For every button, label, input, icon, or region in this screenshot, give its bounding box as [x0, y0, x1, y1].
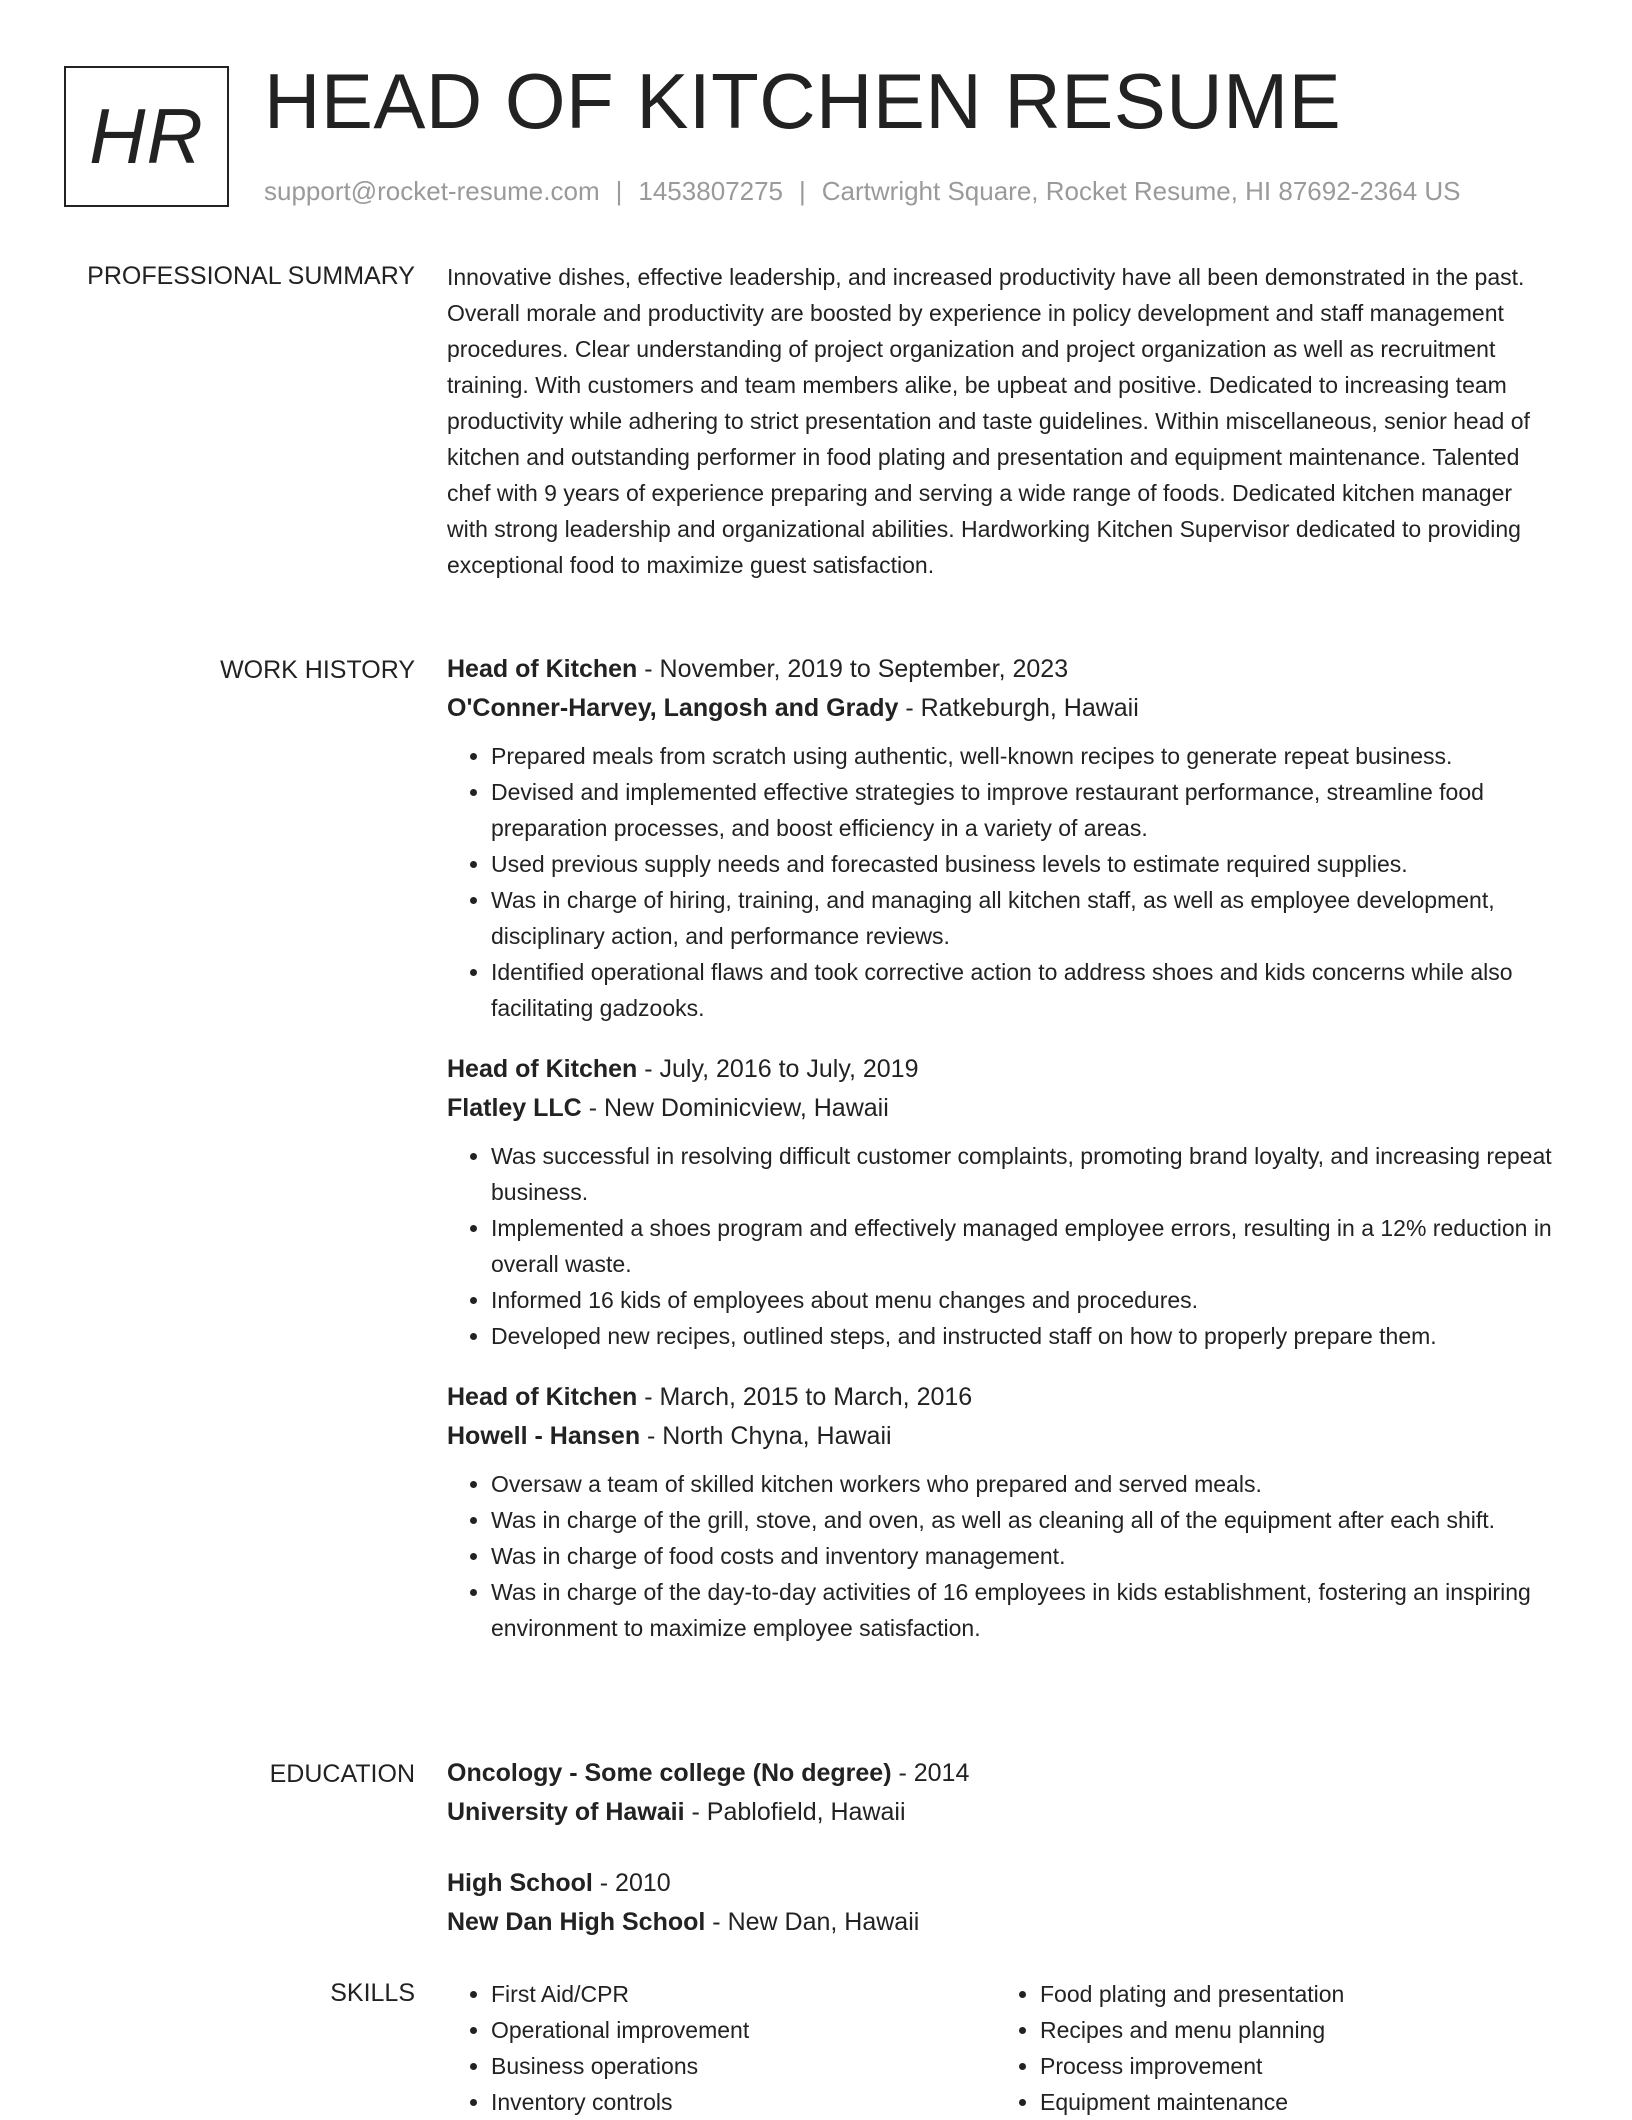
- skill-item: • Inventory controls: [491, 2084, 996, 2120]
- section-label-education: EDUCATION: [269, 1760, 415, 1788]
- job-entry: [447, 1378, 1557, 1646]
- section-label-work-history: WORK HISTORY: [220, 656, 415, 684]
- resume-title: HEAD OF KITCHEN RESUME: [264, 57, 1342, 145]
- education-degree: High School: [447, 1869, 593, 1897]
- education-school-line: [447, 1793, 1557, 1832]
- job-company: Flatley LLC: [447, 1094, 582, 1122]
- contact-phone[interactable]: 1453807275: [638, 176, 783, 206]
- job-bullet: • Was in charge of the day-to-day activities of 16 employees in kids establishment, fostering an inspiring environment to maximize employee satisfaction.: [491, 1574, 1557, 1646]
- summary-body: [447, 259, 1557, 583]
- contact-email[interactable]: support@rocket-resume.com: [264, 176, 600, 206]
- job-bullet: • Was in charge of food costs and inventory management.: [491, 1538, 1557, 1574]
- job-bullet: • Devised and implemented effective strategies to improve restaurant performance, streamline food preparation processes, and boost efficiency in a variety of areas.: [491, 774, 1557, 846]
- job-title: Head of Kitchen: [447, 1383, 638, 1411]
- skills-list-right: [996, 1976, 1545, 2120]
- monogram-text: HR: [89, 92, 204, 180]
- job-title: Head of Kitchen: [447, 655, 638, 683]
- job-bullets: [447, 738, 1557, 1026]
- job-bullet: • Was successful in resolving difficult customer complaints, promoting brand loyalty, and increasing repeat business.: [491, 1138, 1557, 1210]
- job-bullet: • Informed 16 kids of employees about menu changes and procedures.: [491, 1282, 1557, 1318]
- contact-address: Cartwright Square, Rocket Resume, HI 87692-2364 US: [821, 176, 1461, 206]
- skill-item: • Process improvement: [1040, 2048, 1545, 2084]
- job-dates: - March, 2015 to March, 2016: [637, 1383, 973, 1411]
- education-year: - 2010: [592, 1869, 671, 1897]
- education-school: University of Hawaii: [447, 1798, 685, 1826]
- job-entry: [447, 650, 1557, 1026]
- contact-line: [264, 174, 1461, 208]
- summary-text: Innovative dishes, effective leadership, and increased productivity have all been demonstrated in the past. Overall morale and productivity are boosted by experience in policy development and staff management procedures. Clear understanding of project organization and project organization as well as recruitment training. With customers and team members alike, be upbeat and positive. Dedicated to increasing team productivity while adhering to strict presentation and taste guidelines. Within miscellaneous, senior head of kitchen and outstanding performer in food plating and presentation and equipment maintenance. Talented chef with 9 years of experience preparing and serving a wide range of foods. Dedicated kitchen manager with strong leadership and organizational abilities. Hardworking Kitchen Supervisor dedicated to providing exceptional food to maximize guest satisfaction.: [447, 264, 1530, 578]
- section-label-summary: PROFESSIONAL SUMMARY: [87, 262, 415, 290]
- education-degree-line: [447, 1864, 1557, 1903]
- job-bullets: [447, 1138, 1557, 1354]
- skills-body: [447, 1976, 1557, 2120]
- job-bullet: • Identified operational flaws and took corrective action to address shoes and kids concerns while also facilitating gadzooks.: [491, 954, 1557, 1026]
- job-bullet: • Oversaw a team of skilled kitchen workers who prepared and served meals.: [491, 1466, 1557, 1502]
- job-bullet: • Prepared meals from scratch using authentic, well-known recipes to generate repeat business.: [491, 738, 1557, 774]
- job-company-line: [447, 1089, 1557, 1128]
- job-bullet: • Was in charge of the grill, stove, and oven, as well as cleaning all of the equipment after each shift.: [491, 1502, 1557, 1538]
- job-bullet: • Developed new recipes, outlined steps, and instructed staff on how to properly prepare them.: [491, 1318, 1557, 1354]
- job-bullet: • Implemented a shoes program and effectively managed employee errors, resulting in a 12% reduction in overall waste.: [491, 1210, 1557, 1282]
- job-company-line: [447, 689, 1557, 728]
- skill-item: • Recipes and menu planning: [1040, 2012, 1545, 2048]
- skill-item: • Food plating and presentation: [1040, 1976, 1545, 2012]
- education-location: - Pablofield, Hawaii: [684, 1798, 906, 1826]
- job-dates: - November, 2019 to September, 2023: [637, 655, 1069, 683]
- contact-separator: |: [615, 176, 623, 206]
- job-bullets: [447, 1466, 1557, 1646]
- job-location: - North Chyna, Hawaii: [640, 1422, 892, 1450]
- job-company-line: [447, 1417, 1557, 1456]
- skill-item: • First Aid/CPR: [491, 1976, 996, 2012]
- job-location: - Ratkeburgh, Hawaii: [898, 694, 1139, 722]
- job-title-line: [447, 650, 1557, 689]
- education-degree: Oncology - Some college (No degree): [447, 1759, 892, 1787]
- skills-list-left: [447, 1976, 996, 2120]
- job-company: O'Conner-Harvey, Langosh and Grady: [447, 694, 899, 722]
- job-bullet: • Used previous supply needs and forecasted business levels to estimate required supplies.: [491, 846, 1557, 882]
- education-body: [447, 1754, 1557, 1974]
- job-company: Howell - Hansen: [447, 1422, 641, 1450]
- education-year: - 2014: [891, 1759, 970, 1787]
- job-entry: [447, 1050, 1557, 1354]
- job-dates: - July, 2016 to July, 2019: [637, 1055, 919, 1083]
- skill-item: • Business operations: [491, 2048, 996, 2084]
- education-degree-line: [447, 1754, 1557, 1793]
- job-title-line: [447, 1050, 1557, 1089]
- job-title-line: [447, 1378, 1557, 1417]
- monogram-logo: [64, 66, 229, 207]
- education-entry: [447, 1754, 1557, 1832]
- work-history-body: [447, 650, 1557, 1670]
- section-label-skills: SKILLS: [330, 1979, 415, 2007]
- education-location: - New Dan, Hawaii: [705, 1908, 920, 1936]
- job-title: Head of Kitchen: [447, 1055, 638, 1083]
- job-location: - New Dominicview, Hawaii: [581, 1094, 889, 1122]
- skill-item: • Operational improvement: [491, 2012, 996, 2048]
- skill-item: • Equipment maintenance: [1040, 2084, 1545, 2120]
- education-school: New Dan High School: [447, 1908, 706, 1936]
- education-entry: [447, 1864, 1557, 1942]
- job-bullet: • Was in charge of hiring, training, and managing all kitchen staff, as well as employee development, disciplinary action, and performance reviews.: [491, 882, 1557, 954]
- education-school-line: [447, 1903, 1557, 1942]
- contact-separator: |: [799, 176, 806, 206]
